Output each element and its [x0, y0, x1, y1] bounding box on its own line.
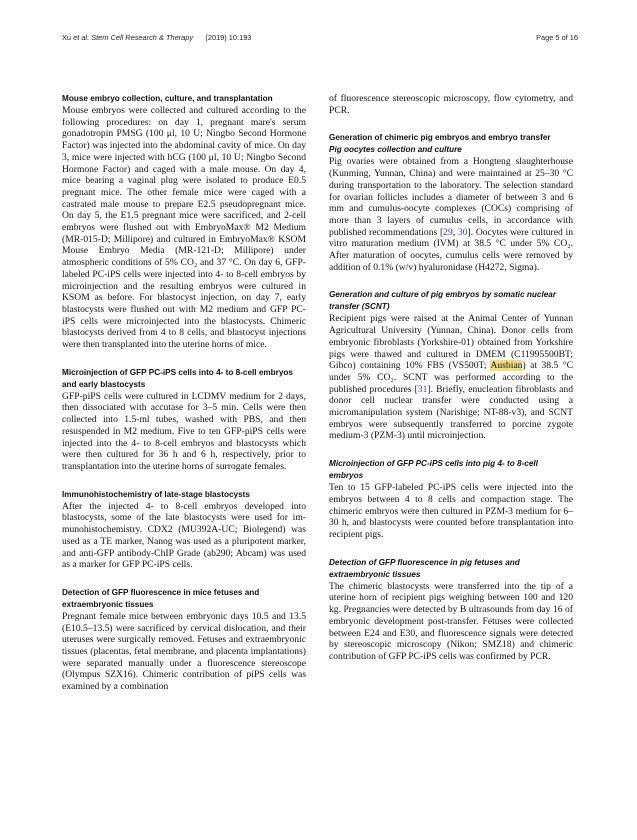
paragraph-text: ) at 38.5 °C under 5% CO₂. SCNT was performed according to the published procedures [: [329, 360, 573, 395]
citation-link[interactable]: 31: [417, 383, 428, 395]
paragraph-text: Recipient pigs were raised at the Animal Center of Yunnan Agricultural University (Yunnan, China). Donor cells from embryonic fibroblasts (Yorkshire-01) obtained from Yorkshire pigs were thawed and cultured in DMEM (C11995500BT; Gibco) containing 10% FBS (VS500T;: [329, 313, 573, 372]
paragraph-text: Pig ovaries were obtained from a Hongteng slaughterhouse (Kunming, Yunnan, China) and were maintained at 25–30 °C during transportation to the laboratory. The selection standard for ovarian follicles includes a diameter of between 3 and 6 mm and cumulus-oocyte complexes (COCs) comprising of more than 3 layers of cumulus cells, in accordance with published recommendations [: [329, 156, 573, 238]
section-paragraph: [329, 156, 573, 273]
subsection-heading: Generation and culture of pig embryos by somatic nuclear transfer (SCNT): [329, 290, 557, 312]
header-journal: Stem Cell Research & Therapy: [91, 33, 194, 42]
header-authors: Xu: [62, 33, 72, 42]
section-mouse-embryo: [62, 93, 306, 351]
right-column: [329, 93, 573, 679]
section-paragraph: GFP-piPS cells were cultured in LCDMV medium for 2 days, then dissociated with accutase for 3–5 min. Cells were then collected into 1.5-ml tubes, washed with PBS, and then resuspended in M2 medium. Five to ten GFP-piPS cells were injected into the 4- to 8-cell embryos and blastocysts which were then cultured for 36 h and 6 h, respectively, prior to transplantation into the uterine horns of surrogate females.: [62, 390, 306, 472]
highlighted-text: Ausbian: [490, 360, 523, 372]
section-immunohistochemistry: [62, 489, 306, 571]
section-scnt: [329, 289, 573, 442]
left-column: [62, 93, 306, 709]
header-etal: et al.: [71, 33, 92, 42]
paragraph-text: ]. Oocytes were cultured in vitro maturation medium (IVM) at 38.5 °C under 5% CO₂. After maturation of oocytes, cumulus cells were removed by addition of 0.1% (w/v) hyaluronidase (H4272, Sigma).: [329, 226, 573, 273]
paragraph-text: ]. Briefly, enucleation fibroblasts and donor cell nuclear transfer were conducted using a micromanipulation system (Narishige; NT-88-v3), and SCNT embryos were subsequently transferred to porcine zygote medium-3 (PZM-3) until microinjection.: [329, 383, 573, 442]
subsection-heading: Detection of GFP fluorescence in pig fetuses and extraembryonic tissues: [329, 557, 520, 579]
section-heading: Immunohistochemistry of late-stage blastocysts: [62, 489, 250, 499]
section-paragraph: The chimeric blastocysts were transferred into the tip of a uterine horn of recipient pigs weighing between 100 and 120 kg. Pregnancies were detected by B ultrasounds from day 16 of embryonic development post-transfer. Fetuses were collected between E24 and E30, and fluorescence signals were detected by stereoscopic microscopy (Nikon; SMZ18) and chimeric contribution of GFP PC-iPS cells was confirmed by PCR.: [329, 580, 573, 662]
section-heading: Mouse embryo collection, culture, and transplantation: [62, 94, 273, 103]
continued-paragraph-block: [329, 93, 573, 116]
section-paragraph: Pregnant female mice between embryonic days 10.5 and 13.5 (E10.5–13.5) were sacrificed by cervical dislocation, and their uteruses were surgically removed. Fetuses and extraembryonic tissues (placentas, fetal membrane, and placenta implantations) were separated manually under a fluorescence stereoscope (Olympus SZX16). Chimeric contribution of piPS cells was examined by a combination: [62, 610, 306, 693]
section-microinjection-pig: [329, 458, 573, 541]
section-microinjection-mouse: [62, 367, 306, 473]
section-paragraph: Ten to 15 GFP-labeled PC-iPS cells were injected into the embryos between 4 to 8 cells and compaction stage. The chimeric embryos were then cultured in PZM-3 medium for 6–30 h, and blastocysts were counted before transplantation into recipient pigs.: [329, 482, 573, 540]
section-paragraph: [329, 313, 573, 442]
section-pig-oocytes: [329, 132, 573, 273]
continued-paragraph: of fluorescence stereoscopic microscopy, flow cytometry, and PCR.: [329, 93, 573, 116]
section-gfp-mice: [62, 587, 306, 693]
section-heading: Generation of chimeric pig embryos and embryo transfer: [329, 133, 551, 143]
section-heading: Microinjection of GFP PC-iPS cells into 4- to 8-cell embryos and early blastocysts: [62, 367, 293, 389]
page-number: Page 5 of 16: [536, 33, 578, 42]
section-paragraph: Mouse embryos were collected and cultured according to the following procedures: on day 1, pregnant mare's serum gonadotropin PMSG (100 μl, 10 U; Ningbo Second Hormone Factor) was injected into the abdominal cavity of mice. On day 3, mice were injected with hCG (100 μl, 10 U; Ningbo Second Hormone Factor) and caged with a male mouse. On day 4, mice bearing a vaginal plug were isolated to produce E0.5 pregnant mice. The other female mice were caged with a castrated male mouse to prepare E2.5 pseudopregnant mice. On day 5, the E1.5 pregnant mice were sacrificed, and 2-cell embryos were flushed out with EmbryoMax® M2 Medium (MR-015-D; Millipore) and cultured in EmbryoMax® KSOM Mouse Embryo Media (MR-121-D; Millipore) under atmospheric conditions of 5% CO₂ and 37 °C. On day 6, GFP-labeled PC-iPS cells were injected into 4- to 8-cell embryos by microinjection and the resulting embryos were cultured in KSOM as before. For blastocyst injection, on day 7, early blastocysts were flushed out with M2 medium and GFP PC-iPS cells were microinjected into the blastocysts. Chimeric blastocysts derived from 4 to 8 cells, and blastocyst injections were then transplanted into the uterine horns of mice.: [62, 105, 306, 351]
subsection-heading: Microinjection of GFP PC-iPS cells into pig 4- to 8-cell embryos: [329, 459, 538, 481]
section-paragraph: After the injected 4- to 8-cell embryos developed into blastocysts, some of the late blastocysts were used for immunohistochemistry. CDX2 (MU392A-UC; Biolegend) was used as a TE marker, Nanog was used as a pluripotent marker, and anti-GFP antibody-ChIP Grade (ab290; Abcam) was used as a marker for GFP PC-iPS cells.: [62, 500, 306, 571]
citation-separator: ,: [452, 226, 458, 238]
header-citation: [62, 33, 251, 42]
header-volume: (2019) 10:193: [205, 33, 252, 42]
subsection-heading: Pig oocytes collection and culture: [329, 145, 462, 155]
section-gfp-pig: [329, 557, 573, 663]
section-heading: Detection of GFP fluorescence in mice fetuses and extraembryonic tissues: [62, 587, 260, 609]
citation-link[interactable]: 30: [457, 226, 468, 238]
citation-link[interactable]: 29: [443, 226, 453, 238]
